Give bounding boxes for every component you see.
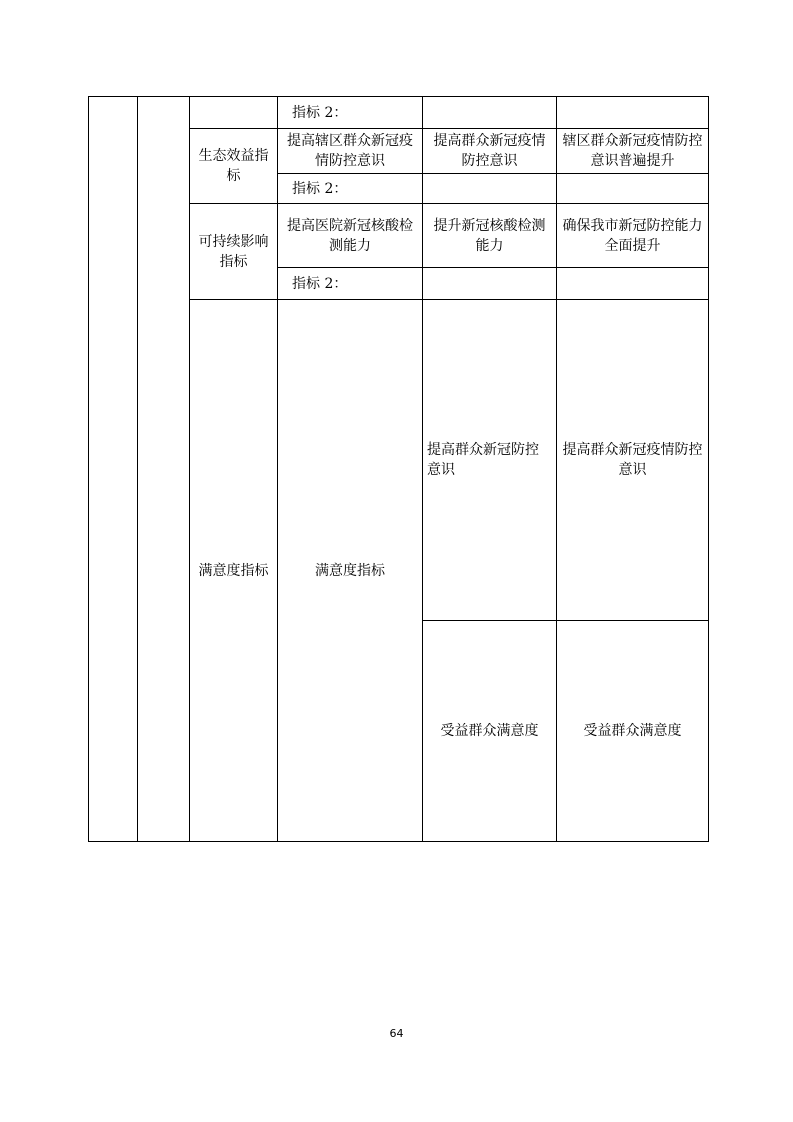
indicator-desc-cell (423, 174, 557, 204)
indicator-cell: 提高辖区群众新冠疫情防控意识 (278, 129, 423, 174)
indicator-cell: 提高群众新冠防控意识 (423, 300, 557, 621)
indicator-target-cell: 辖区群众新冠疫情防控意识普遍提升 (557, 129, 709, 174)
indicator-cell: 指标 2： (278, 174, 423, 204)
indicator-desc-cell: 提高群众新冠疫情防控意识 (423, 129, 557, 174)
satisfaction-group-label: 满意度指标 (190, 300, 278, 842)
indicator-cell: 提高医院新冠核酸检测能力 (278, 204, 423, 268)
table-row (89, 97, 709, 129)
category-cell (89, 97, 138, 842)
indicator-target-cell (557, 97, 709, 129)
group-cell (138, 97, 190, 842)
subcategory-cell (190, 97, 278, 129)
indicator-desc-cell (423, 268, 557, 300)
indicator-target-cell: 确保我市新冠防控能力全面提升 (557, 204, 709, 268)
indicator-desc-cell (423, 97, 557, 129)
satisfaction-indicator-label: 满意度指标 (278, 300, 423, 842)
performance-table (88, 96, 709, 842)
sustainable-impact-label: 可持续影响指标 (190, 204, 278, 300)
indicator-target-cell (557, 268, 709, 300)
indicator-cell: 受益群众满意度 (423, 621, 557, 842)
page-number: 64 (389, 1027, 404, 1040)
indicator-desc-cell: 提高群众新冠疫情防控意识 (557, 300, 709, 621)
indicator-desc-cell: 受益群众满意度 (557, 621, 709, 842)
indicator-target-cell (557, 174, 709, 204)
indicator-cell: 指标 2： (278, 268, 423, 300)
ecological-benefit-label: 生态效益指标 (190, 129, 278, 204)
indicator-desc-cell: 提升新冠核酸检测能力 (423, 204, 557, 268)
indicator-cell: 指标 2： (278, 97, 423, 129)
